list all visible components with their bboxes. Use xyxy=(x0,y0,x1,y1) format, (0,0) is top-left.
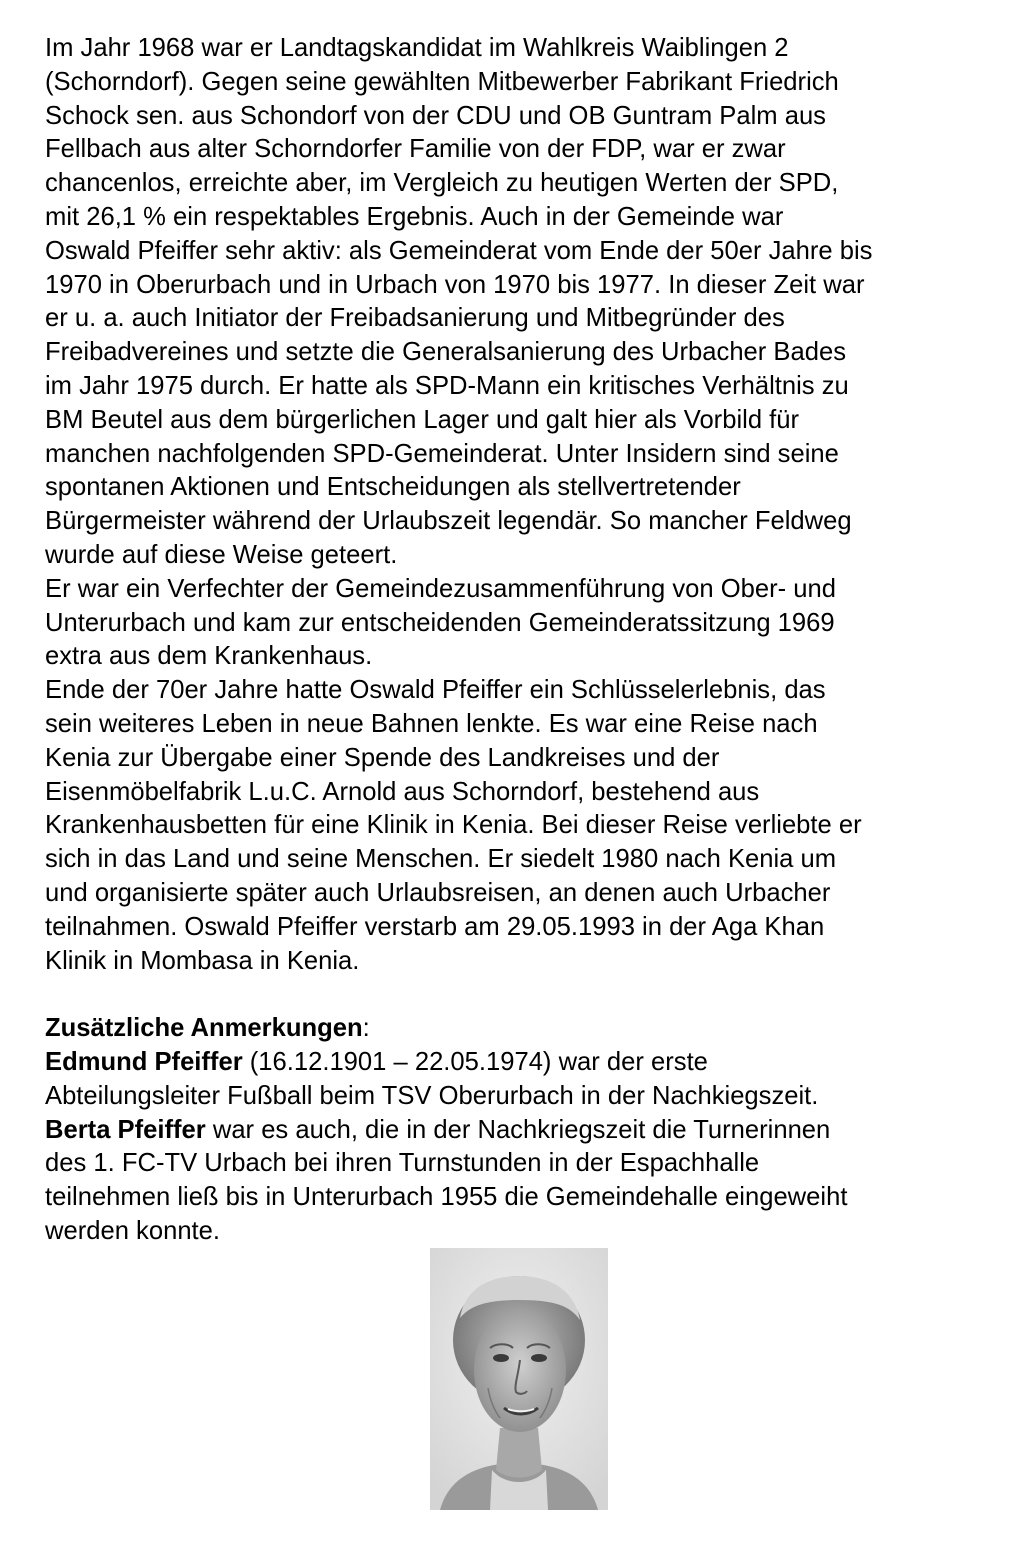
text-line: Freibadvereines und setzte die Generalsanierung des Urbacher Bades xyxy=(45,338,846,367)
text-line: im Jahr 1975 durch. Er hatte als SPD-Mann ein kritisches Verhältnis zu xyxy=(45,371,849,400)
text-line: Im Jahr 1968 war er Landtagskandidat im Wahlkreis Waiblingen 2 xyxy=(45,34,789,62)
text-line: Klinik in Mombasa in Kenia. xyxy=(45,946,360,975)
text-line: (Schorndorf). Gegen seine gewählten Mitbewerber Fabrikant Friedrich xyxy=(45,67,839,96)
text-line: werden konnte. xyxy=(45,1216,221,1245)
text-line: spontanen Aktionen und Entscheidungen als stellvertretender xyxy=(45,473,741,502)
text-line: Fellbach aus alter Schorndorfer Familie von der FDP, war er zwar xyxy=(45,135,786,164)
portrait-photo xyxy=(430,1248,608,1510)
text-line: extra aus dem Krankenhaus. xyxy=(45,642,373,671)
text-line: Schock sen. aus Schondorf von der CDU und OB Guntram Palm aus xyxy=(45,101,826,130)
document-body xyxy=(45,32,990,1249)
text-line: und organisierte später auch Urlaubsreisen, an denen auch Urbacher xyxy=(45,878,831,907)
text-line: Kenia zur Übergabe einer Spende des Landkreises und der xyxy=(45,743,720,772)
blank-line xyxy=(45,978,990,1012)
paragraph-candidacy xyxy=(45,32,990,573)
text-line: er u. a. auch Initiator der Freibadsanierung und Mitbegründer des xyxy=(45,304,785,333)
note-berta-name: Berta Pfeiffer xyxy=(45,1115,206,1144)
text-line: Ende der 70er Jahre hatte Oswald Pfeiffer ein Schlüsselerlebnis, das xyxy=(45,676,826,705)
note-edmund-line xyxy=(45,1046,990,1080)
text-line: BM Beutel aus dem bürgerlichen Lager und galt hier als Vorbild für xyxy=(45,405,800,434)
note-berta-text: war es auch, die in der Nachkriegszeit die Turnerinnen xyxy=(205,1115,831,1144)
text-line: Oswald Pfeiffer sehr aktiv: als Gemeinderat vom Ende der 50er Jahre bis xyxy=(45,236,873,265)
text-line: chancenlos, erreichte aber, im Vergleich zu heutigen Werten der SPD, xyxy=(45,169,839,198)
text-line: Unterurbach und kam zur entscheidenden Gemeinderatssitzung 1969 xyxy=(45,608,835,637)
text-line: teilnehmen ließ bis in Unterurbach 1955 die Gemeindehalle eingeweiht xyxy=(45,1183,848,1212)
text-line: sich in das Land und seine Menschen. Er siedelt 1980 nach Kenia um xyxy=(45,845,837,874)
note-edmund-text: (16.12.1901 – 22.05.1974) war der erste xyxy=(242,1047,708,1076)
paragraph-kenya xyxy=(45,674,990,978)
text-line: manchen nachfolgenden SPD-Gemeinderat. Unter Insidern sind seine xyxy=(45,439,839,468)
text-line: Krankenhausbetten für eine Klinik in Kenia. Bei dieser Reise verliebte er xyxy=(45,811,862,840)
text-line: Eisenmöbelfabrik L.u.C. Arnold aus Schorndorf, bestehend aus xyxy=(45,777,760,806)
notes-heading-line xyxy=(45,1012,990,1046)
text-line: wurde auf diese Weise geteert. xyxy=(45,540,398,569)
note-edmund-name: Edmund Pfeiffer xyxy=(45,1047,243,1076)
text-line: Bürgermeister während der Urlaubszeit legendär. So mancher Feldweg xyxy=(45,507,852,536)
text-line: mit 26,1 % ein respektables Ergebnis. Auch in der Gemeinde war xyxy=(45,202,784,231)
note-berta-line xyxy=(45,1114,990,1148)
notes-section xyxy=(45,1012,990,1249)
portrait-photo-icon xyxy=(430,1248,608,1510)
notes-heading: Zusätzliche Anmerkungen xyxy=(45,1014,363,1043)
paragraph-merger xyxy=(45,573,990,674)
text-line: teilnahmen. Oswald Pfeiffer verstarb am 29.05.1993 in der Aga Khan xyxy=(45,912,825,941)
notes-heading-colon: : xyxy=(362,1014,370,1043)
text-line: des 1. FC-TV Urbach bei ihren Turnstunden in der Espachhalle xyxy=(45,1149,760,1178)
text-line: Abteilungsleiter Fußball beim TSV Oberurbach in der Nachkiegszeit. xyxy=(45,1081,819,1110)
text-line: 1970 in Oberurbach und in Urbach von 1970 bis 1977. In dieser Zeit war xyxy=(45,270,865,299)
text-line: sein weiteres Leben in neue Bahnen lenkte. Es war eine Reise nach xyxy=(45,709,818,738)
text-line: Er war ein Verfechter der Gemeindezusammenführung von Ober- und xyxy=(45,574,836,603)
